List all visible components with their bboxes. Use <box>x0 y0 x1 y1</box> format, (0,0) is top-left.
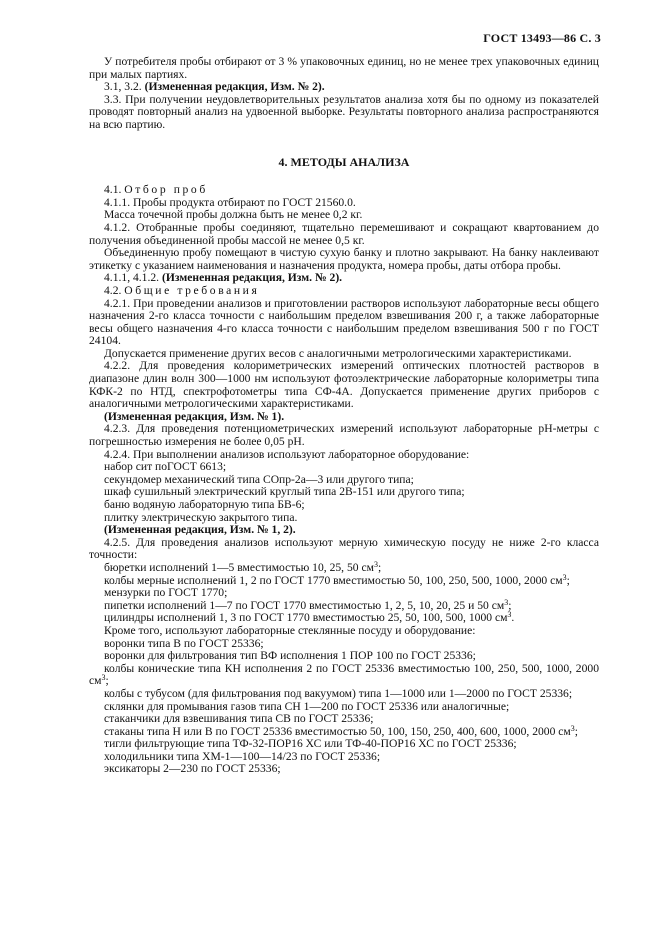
glassware-item: стаканы типа Н или В по ГОСТ 25336 вместимостью 50, 100, 150, 250, 400, 600, 1000, 2000 $см^3$; <box>104 723 578 738</box>
amendment-note: (Измененная редакция, Изм. № 1). <box>104 409 285 423</box>
equipment-item: набор сит поГОСТ 6613; <box>104 460 227 474</box>
paragraph: 4.2.3. Для проведения потенциометрических измерений используют лабораторные рН-метры с погрешностью измерения не более 0,05 рН. <box>89 422 599 449</box>
page-header: ГОСТ 13493—86 С. 3 <box>483 31 601 45</box>
glassware-item: воронки для фильтрования тип ВФ исполнения 1 ПОР 100 по ГОСТ 25336; <box>104 649 476 663</box>
glassware-item: бюретки исполнений 1—5 вместимостью 10, 25, 50 $см^3$; <box>104 559 382 574</box>
paragraph: 4.2.4. При выполнении анализов используют лабораторное оборудование: <box>104 447 470 461</box>
paragraph: Объединенную пробу помещают в чистую сухую банку и плотно закрывают. На банку наклеивают этикетку с указанием наименования и назначения продукта, номера пробы, даты отбора пробы. <box>89 246 599 272</box>
paragraph: Масса точечной пробы должна быть не менее 0,2 кг. <box>104 208 363 222</box>
glassware-item: цилиндры исполнений 1, 3 по ГОСТ 1770 вместимостью 25, 50, 100, 500, 1000 $см^3$. <box>104 610 515 625</box>
glassware-item: эксикаторы 2—230 по ГОСТ 25336; <box>104 762 281 776</box>
equipment-item: секундомер механический типа СОпр-2а—3 или другого типа; <box>104 472 414 486</box>
paragraph: 4.2.5. Для проведения анализов используют мерную химическую посуду не ниже 2-го класса точности: <box>89 535 599 562</box>
glassware-item: воронки типа В по ГОСТ 25336; <box>104 636 264 650</box>
paragraph: У потребителя пробы отбирают от 3 % упаковочных единиц, но не менее трех упаковочных единиц при малых партиях. <box>89 55 599 81</box>
glassware-item: тигли фильтрующие типа ТФ-32-ПОР16 ХС или ТФ-40-ПОР16 ХС по ГОСТ 25336; <box>104 737 517 751</box>
amendment-note: 3.1, 3.2. (Измененная редакция, Изм. № 2). <box>104 80 325 94</box>
paragraph: Кроме того, используют лабораторные стеклянные посуду и оборудование: <box>104 623 476 637</box>
document-body <box>89 56 599 776</box>
glassware-item: колбы конические типа КН исполнения 2 по ГОСТ 25336 вместимостью 100, 250, 500, 1000, 2000 $см^3$; <box>89 661 599 688</box>
paragraph: 3.3. При получении неудовлетворительных результатов анализа хотя бы по одному из показателей проводят повторный анализ на удвоенной выборке. Результаты повторного анализа распространяются на всю партию. <box>89 92 599 131</box>
glassware-item: стаканчики для взвешивания типа СВ по ГОСТ 25336; <box>104 712 374 726</box>
glassware-item: колбы с тубусом (для фильтрования под вакуумом) типа 1—1000 или 1—2000 по ГОСТ 25336; <box>104 686 573 700</box>
equipment-item: плитку электрическую закрытого типа. <box>104 510 298 524</box>
glassware-item: мензурки по ГОСТ 1770; <box>104 586 228 600</box>
subsection-heading: 4.2. Общие требования <box>104 283 260 297</box>
equipment-item: шкаф сушильный электрический круглый типа 2В-151 или другого типа; <box>104 485 465 499</box>
amendment-note: (Измененная редакция, Изм. № 1, 2). <box>104 523 296 537</box>
paragraph: 4.1.1. Пробы продукта отбирают по ГОСТ 21560.0. <box>104 195 356 209</box>
subsection-heading: 4.1. Отбор проб <box>104 183 208 197</box>
paragraph: 4.1.2. Отобранные пробы соединяют, тщательно перемешивают и сокращают квартованием до получения объединенной пробы массой не менее 0,5 кг. <box>89 220 599 247</box>
paragraph: 4.2.1. При проведении анализов и приготовлении растворов используют лабораторные весы общего назначения 2-го класса точности с наибольшим пределом взвешивания 200 г, а также лабораторные весы общего назначения 4-го класса точности с наибольшим пределом взвешивания 500 г по ГОСТ 24104. <box>89 296 599 348</box>
glassware-item: холодильники типа ХМ-1—100—14/23 по ГОСТ 25336; <box>104 749 381 763</box>
section-title: 4. МЕТОДЫ АНАЛИЗА <box>278 154 410 169</box>
glassware-item: склянки для промывания газов типа СН 1—200 по ГОСТ 25336 или аналогичные; <box>104 699 510 713</box>
paragraph: Допускается применение других весов с аналогичными метрологическими характеристиками. <box>104 346 572 360</box>
glassware-item: колбы мерные исполнений 1, 2 по ГОСТ 1770 вместимостью 50, 100, 250, 500, 1000, 2000 $см^3$; <box>104 572 570 587</box>
paragraph: 4.2.2. Для проведения колориметрических измерений оптических плотностей растворов в диапазоне длин волн 300—1000 нм используют фотоэлектрические лабораторные колориметры типа КФК-2 по НТД, спектрофотометры типа СФ-4А. Допускается применение других приборов с аналогичными метрологическими характеристиками. <box>89 359 599 411</box>
glassware-item: пипетки исполнений 1—7 по ГОСТ 1770 вместимостью 1, 2, 5, 10, 20, 25 и 50 $см^3$; <box>104 597 512 612</box>
amendment-note: 4.1.1, 4.1.2. (Измененная редакция, Изм. № 2). <box>104 271 343 285</box>
equipment-item: баню водяную лабораторную типа БВ-6; <box>104 498 305 511</box>
